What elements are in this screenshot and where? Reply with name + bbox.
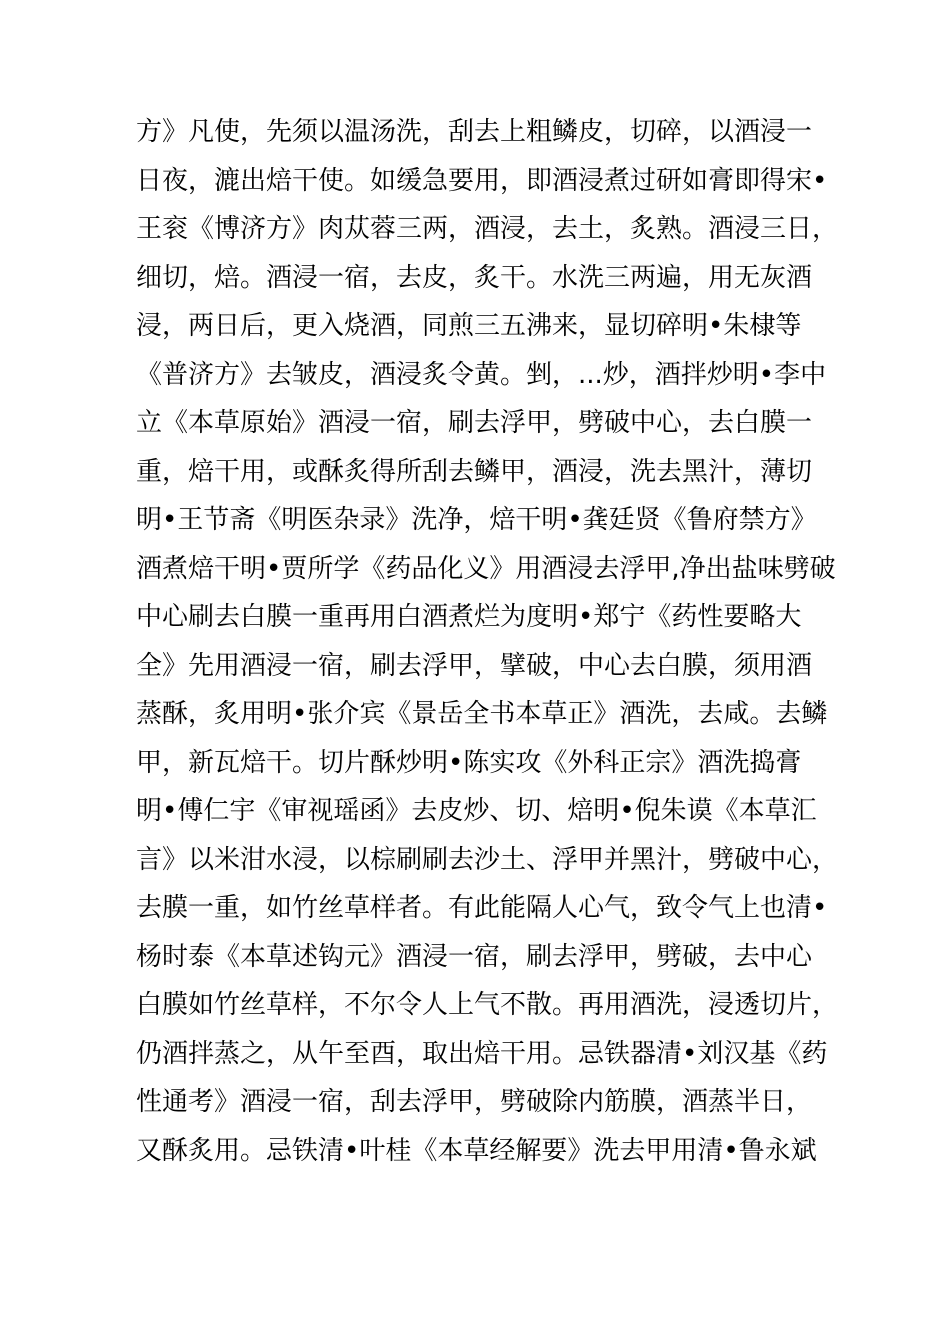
text-line: 言》以米泔水浸，以棕刷刷去沙土、浮甲并黑汁，劈破中心， — [136, 844, 839, 875]
text-line: 甲，新瓦焙干。切片酥炒明•陈实攻《外科正宗》酒洗捣膏 — [136, 747, 802, 778]
text-line: 明•王节斋《明医杂录》洗净，焙干明•龚廷贤《鲁府禁方》 — [136, 505, 817, 535]
text-line: 蒸酥，炙用明•张介宾《景岳全书本草正》酒洗，去咸。去鳞 — [136, 699, 828, 729]
text-line: 重，焙干用，或酥炙得所刮去鳞甲，酒浸，洗去黑汁，薄切 — [136, 456, 813, 487]
text-line: 中心刷去白膜一重再用白酒煮烂为度明•郑宁《药性要略大 — [136, 602, 802, 632]
text-line: 立《本草原始》酒浸一宿，刷去浮甲，劈破中心，去白膜一 — [136, 408, 813, 438]
text-line: 浸，两日后，更入烧酒，同煎三五沸来，显切碎明•朱棣等 — [136, 311, 802, 341]
text-line: 去膜一重，如竹丝草样者。有此能隔人心气，致令气上也清• — [136, 893, 828, 923]
text-line: 酒煮焙干明•贾所学《药品化义》用酒浸去浮甲,净出盐味劈破 — [136, 553, 836, 584]
text-line: 白膜如竹丝草样，不尔令人上气不散。再用酒洗，浸透切片， — [136, 990, 839, 1020]
text-line: 性通考》酒浸一宿，刮去浮甲，劈破除内筋膜，酒蒸半日， — [136, 1087, 813, 1117]
body-text — [136, 108, 839, 1175]
text-line: 明•傅仁宇《审视瑶函》去皮炒、切、焙明•倪朱谟《本草汇 — [136, 796, 817, 826]
text-line: 杨时泰《本草述钩元》酒浸一宿，刷去浮甲，劈破，去中心 — [136, 941, 813, 972]
text-line: 全》先用酒浸一宿，刷去浮甲，擘破，中心去白膜，须用酒 — [136, 650, 813, 681]
text-line: 方》凡使，先须以温汤洗，刮去上粗鳞皮，切碎，以酒浸一 — [136, 117, 813, 147]
text-line: 细切，焙。酒浸一宿，去皮，炙干。水洗三两遍，用无灰酒 — [136, 262, 813, 293]
text-line: 又酥炙用。忌铁清•叶桂《本草经解要》洗去甲用清•鲁永斌 — [136, 1135, 817, 1166]
text-line: 仍酒拌蒸之，从午至酉，取出焙干用。忌铁器清•刘汉基《药 — [136, 1038, 828, 1069]
text-line: 日夜，漉出焙干使。如缓急要用，即酒浸煮过研如膏即得宋• — [136, 165, 828, 196]
text-line: 王衮《博济方》肉苁蓉三两，酒浸，去土，炙熟。酒浸三日， — [136, 214, 839, 244]
text-line: 《普济方》去皱皮，酒浸炙令黄。剉，...炒，酒拌炒明•李中 — [136, 359, 827, 390]
